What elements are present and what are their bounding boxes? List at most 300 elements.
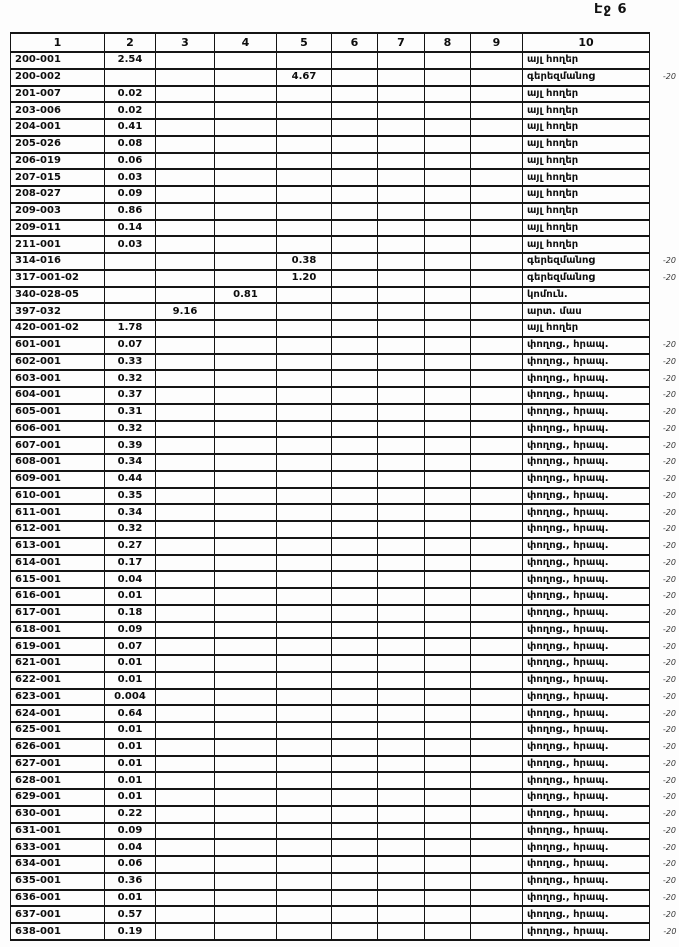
handwritten-margin-note: [650, 136, 678, 153]
cell-col2: 0.39: [105, 437, 156, 454]
cell-col7: [378, 873, 425, 890]
cell-col5: [277, 756, 332, 773]
cell-col5: [277, 789, 332, 806]
cell-col9: [471, 186, 523, 203]
cell-col3: [156, 220, 215, 237]
cell-col7: [378, 923, 425, 940]
cell-col9: [471, 253, 523, 270]
table-row: [11, 839, 678, 856]
cell-col10: փողոց., հրապ.: [523, 923, 650, 940]
table-row: [11, 504, 678, 521]
cell-col3: [156, 119, 215, 136]
cell-col3: [156, 387, 215, 404]
cell-col5: [277, 923, 332, 940]
cell-col4: [215, 119, 277, 136]
cell-col2: 0.86: [105, 203, 156, 220]
cell-col1: 635-001: [11, 873, 105, 890]
cell-col10: փողոց., հրապ.: [523, 839, 650, 856]
cell-col9: [471, 538, 523, 555]
cell-col9: [471, 437, 523, 454]
table-row: [11, 102, 678, 119]
cell-col9: [471, 521, 523, 538]
cell-col3: [156, 86, 215, 103]
cell-col5: [277, 722, 332, 739]
cell-col5: [277, 873, 332, 890]
cell-col10: փողոց., հրապ.: [523, 789, 650, 806]
cell-col7: [378, 739, 425, 756]
cell-col6: [332, 923, 378, 940]
cell-col7: [378, 153, 425, 170]
cell-col2: 0.03: [105, 169, 156, 186]
cell-col9: [471, 287, 523, 304]
cell-col8: [425, 806, 471, 823]
cell-col10: գերեզմանոց: [523, 69, 650, 86]
cell-col6: [332, 387, 378, 404]
cell-col7: [378, 270, 425, 287]
cell-col7: [378, 203, 425, 220]
cell-col1: 205-026: [11, 136, 105, 153]
cell-col10: փողոց., հրապ.: [523, 337, 650, 354]
cell-col9: [471, 102, 523, 119]
cell-col4: [215, 571, 277, 588]
handwritten-margin-note: -20: [662, 691, 676, 701]
cell-col6: [332, 806, 378, 823]
table-row: [11, 320, 678, 337]
cell-col1: 634-001: [11, 856, 105, 873]
handwritten-margin-note: -20: [662, 725, 676, 735]
cell-col3: [156, 203, 215, 220]
cell-col8: [425, 454, 471, 471]
cell-col10: փողոց., հրապ.: [523, 722, 650, 739]
cell-col7: [378, 471, 425, 488]
cell-col1: 627-001: [11, 756, 105, 773]
cell-col2: 0.34: [105, 504, 156, 521]
cell-col9: [471, 471, 523, 488]
cell-col9: [471, 320, 523, 337]
cell-col2: 0.44: [105, 471, 156, 488]
handwritten-margin-note: -20: [662, 390, 676, 400]
cell-col3: [156, 236, 215, 253]
cell-col7: [378, 287, 425, 304]
cell-col2: 0.41: [105, 119, 156, 136]
handwritten-margin-note: -20: [662, 624, 676, 634]
cell-col4: [215, 454, 277, 471]
cell-col6: [332, 521, 378, 538]
cell-col7: [378, 119, 425, 136]
cell-col5: [277, 689, 332, 706]
cell-col3: [156, 806, 215, 823]
cell-col6: [332, 169, 378, 186]
cell-col3: [156, 705, 215, 722]
cell-col5: [277, 504, 332, 521]
cell-col10: կոմուն.: [523, 287, 650, 304]
cell-col8: [425, 354, 471, 371]
cell-col10: փողոց., հրապ.: [523, 672, 650, 689]
cell-col10: փողոց., հրապ.: [523, 437, 650, 454]
cell-col5: [277, 119, 332, 136]
handwritten-margin-note: [650, 186, 678, 203]
cell-col9: [471, 337, 523, 354]
table-row: [11, 370, 678, 387]
cell-col4: [215, 789, 277, 806]
column-header-3: 3: [156, 33, 215, 52]
cell-col5: [277, 521, 332, 538]
cell-col10: այլ հողեր: [523, 136, 650, 153]
cell-col4: [215, 705, 277, 722]
cell-col9: [471, 823, 523, 840]
cell-col4: [215, 102, 277, 119]
table-row: [11, 655, 678, 672]
cell-col6: [332, 689, 378, 706]
cell-col5: [277, 890, 332, 907]
cell-col8: [425, 203, 471, 220]
cell-col1: 340-028-05: [11, 287, 105, 304]
cell-col10: այլ հողեր: [523, 186, 650, 203]
cell-col1: 201-007: [11, 86, 105, 103]
cell-col8: [425, 387, 471, 404]
cell-col6: [332, 504, 378, 521]
cell-col10: այլ հողեր: [523, 153, 650, 170]
cell-col1: 420-001-02: [11, 320, 105, 337]
cell-col10: փողոց., հրապ.: [523, 588, 650, 605]
cell-col6: [332, 136, 378, 153]
cell-col8: [425, 136, 471, 153]
cell-col2: [105, 253, 156, 270]
cell-col4: [215, 354, 277, 371]
cell-col7: [378, 789, 425, 806]
cell-col5: [277, 856, 332, 873]
table-row: [11, 789, 678, 806]
cell-col1: 616-001: [11, 588, 105, 605]
table-row: [11, 689, 678, 706]
cell-col2: 0.01: [105, 890, 156, 907]
cell-col3: [156, 923, 215, 940]
table-header-row: [11, 33, 678, 52]
cell-col6: [332, 705, 378, 722]
cell-col6: [332, 756, 378, 773]
cell-col2: 0.31: [105, 404, 156, 421]
cell-col9: [471, 756, 523, 773]
cell-col6: [332, 270, 378, 287]
cell-col6: [332, 672, 378, 689]
cell-col5: [277, 169, 332, 186]
cell-col3: [156, 756, 215, 773]
handwritten-margin-note: -20: [662, 440, 676, 450]
handwritten-margin-note: -20: [662, 524, 676, 534]
cell-col8: [425, 605, 471, 622]
cell-col1: 397-032: [11, 303, 105, 320]
cell-col1: 633-001: [11, 839, 105, 856]
cell-col2: 0.04: [105, 839, 156, 856]
cell-col8: [425, 622, 471, 639]
table-row: [11, 605, 678, 622]
table-row: [11, 856, 678, 873]
cell-col4: [215, 421, 277, 438]
cell-col10: այլ հողեր: [523, 203, 650, 220]
cell-col4: [215, 270, 277, 287]
cell-col3: [156, 370, 215, 387]
cell-col9: [471, 488, 523, 505]
handwritten-margin-note: -20: [662, 490, 676, 500]
handwritten-margin-note: [650, 303, 678, 320]
cell-col1: 601-001: [11, 337, 105, 354]
handwritten-margin-note: [650, 236, 678, 253]
cell-col6: [332, 186, 378, 203]
cell-col4: [215, 890, 277, 907]
cell-col5: [277, 823, 332, 840]
cell-col2: 0.09: [105, 622, 156, 639]
cell-col2: 0.33: [105, 354, 156, 371]
cell-col6: [332, 153, 378, 170]
cell-col9: [471, 220, 523, 237]
cell-col4: [215, 605, 277, 622]
cell-col6: [332, 873, 378, 890]
cell-col2: 0.09: [105, 186, 156, 203]
cell-col10: գերեզմանոց: [523, 270, 650, 287]
cell-col4: [215, 153, 277, 170]
cell-col8: [425, 370, 471, 387]
handwritten-margin-note: [650, 169, 678, 186]
cell-col9: [471, 655, 523, 672]
cell-col2: 0.02: [105, 102, 156, 119]
cell-col3: [156, 454, 215, 471]
cell-col4: [215, 136, 277, 153]
cell-col7: [378, 571, 425, 588]
cell-col1: 626-001: [11, 739, 105, 756]
cell-col5: [277, 303, 332, 320]
cell-col4: [215, 169, 277, 186]
cell-col8: [425, 772, 471, 789]
cell-col4: [215, 253, 277, 270]
cell-col4: [215, 923, 277, 940]
cell-col7: [378, 672, 425, 689]
cell-col8: [425, 52, 471, 69]
cell-col3: [156, 320, 215, 337]
cell-col9: [471, 571, 523, 588]
handwritten-margin-note: [650, 220, 678, 237]
cell-col3: [156, 588, 215, 605]
cell-col4: [215, 873, 277, 890]
cell-col1: 618-001: [11, 622, 105, 639]
handwritten-margin-note: [650, 153, 678, 170]
cell-col6: [332, 337, 378, 354]
cell-col6: [332, 890, 378, 907]
cell-col10: փողոց., հրապ.: [523, 605, 650, 622]
cell-col10: փողոց., հրապ.: [523, 873, 650, 890]
cell-col9: [471, 555, 523, 572]
cell-col2: 0.06: [105, 153, 156, 170]
cell-col10: փողոց., հրապ.: [523, 705, 650, 722]
cell-col5: [277, 404, 332, 421]
cell-col3: [156, 906, 215, 923]
cell-col8: [425, 437, 471, 454]
cell-col10: փողոց., հրապ.: [523, 571, 650, 588]
cell-col7: [378, 555, 425, 572]
table-row: [11, 287, 678, 304]
table-row: [11, 471, 678, 488]
cell-col7: [378, 906, 425, 923]
cell-col1: 209-003: [11, 203, 105, 220]
table-row: [11, 739, 678, 756]
handwritten-margin-note: [650, 203, 678, 220]
cell-col1: 624-001: [11, 705, 105, 722]
cell-col6: [332, 220, 378, 237]
cell-col1: 604-001: [11, 387, 105, 404]
cell-col8: [425, 253, 471, 270]
cell-col1: 612-001: [11, 521, 105, 538]
cell-col10: այլ հողեր: [523, 52, 650, 69]
cell-col4: [215, 689, 277, 706]
cell-col10: փողոց., հրապ.: [523, 454, 650, 471]
cell-col8: [425, 756, 471, 773]
table-row: [11, 672, 678, 689]
cell-col7: [378, 337, 425, 354]
cell-col2: 0.19: [105, 923, 156, 940]
cell-col4: [215, 521, 277, 538]
cell-col8: [425, 923, 471, 940]
cell-col9: [471, 169, 523, 186]
column-header-2: 2: [105, 33, 156, 52]
table-row: [11, 203, 678, 220]
cell-col10: փողոց., հրապ.: [523, 387, 650, 404]
cell-col4: [215, 488, 277, 505]
cell-col1: 636-001: [11, 890, 105, 907]
handwritten-margin-note: [650, 287, 678, 304]
cell-col3: [156, 102, 215, 119]
cell-col2: 0.01: [105, 722, 156, 739]
cell-col10: փողոց., հրապ.: [523, 521, 650, 538]
table-row: [11, 270, 678, 287]
table-row: [11, 253, 678, 270]
cell-col9: [471, 873, 523, 890]
handwritten-margin-note: [650, 320, 678, 337]
cell-col7: [378, 52, 425, 69]
handwritten-margin-note: -20: [662, 909, 676, 919]
table-row: [11, 890, 678, 907]
cell-col10: փողոց., հրապ.: [523, 823, 650, 840]
handwritten-margin-note: -20: [662, 658, 676, 668]
table-row: [11, 923, 678, 940]
cell-col7: [378, 102, 425, 119]
cell-col2: 0.17: [105, 555, 156, 572]
cell-col9: [471, 739, 523, 756]
cell-col8: [425, 873, 471, 890]
cell-col9: [471, 119, 523, 136]
cell-col1: 606-001: [11, 421, 105, 438]
cell-col2: 0.06: [105, 856, 156, 873]
cell-col10: փողոց., հրապ.: [523, 488, 650, 505]
cell-col2: 0.35: [105, 488, 156, 505]
handwritten-margin-note: -20: [662, 859, 676, 869]
cell-col7: [378, 303, 425, 320]
cell-col7: [378, 320, 425, 337]
cell-col7: [378, 856, 425, 873]
handwritten-margin-note: -20: [662, 608, 676, 618]
cell-col4: [215, 756, 277, 773]
cell-col7: [378, 421, 425, 438]
cell-col2: 2.54: [105, 52, 156, 69]
table-row: [11, 136, 678, 153]
cell-col10: փողոց., հրապ.: [523, 689, 650, 706]
table-row: [11, 337, 678, 354]
cell-col1: 208-027: [11, 186, 105, 203]
cell-col10: փողոց., հրապ.: [523, 421, 650, 438]
handwritten-margin-note: -20: [662, 641, 676, 651]
cell-col3: [156, 404, 215, 421]
cell-col8: [425, 906, 471, 923]
handwritten-margin-note: -20: [662, 557, 676, 567]
cell-col7: [378, 638, 425, 655]
cell-col9: [471, 672, 523, 689]
cell-col2: [105, 303, 156, 320]
cell-col2: 0.37: [105, 387, 156, 404]
land-parcel-table-grid: [10, 32, 678, 941]
cell-col5: [277, 220, 332, 237]
cell-col6: [332, 488, 378, 505]
cell-col8: [425, 588, 471, 605]
cell-col8: [425, 236, 471, 253]
cell-col3: [156, 153, 215, 170]
cell-col3: [156, 890, 215, 907]
cell-col7: [378, 387, 425, 404]
cell-col2: 0.01: [105, 588, 156, 605]
cell-col4: [215, 203, 277, 220]
cell-col4: [215, 823, 277, 840]
cell-col10: փողոց., հրապ.: [523, 739, 650, 756]
cell-col3: [156, 722, 215, 739]
cell-col4: [215, 320, 277, 337]
cell-col7: [378, 705, 425, 722]
cell-col9: [471, 923, 523, 940]
cell-col6: [332, 421, 378, 438]
handwritten-margin-note: -20: [662, 675, 676, 685]
cell-col10: փողոց., հրապ.: [523, 806, 650, 823]
cell-col7: [378, 504, 425, 521]
cell-col3: [156, 488, 215, 505]
table-row: [11, 437, 678, 454]
cell-col7: [378, 253, 425, 270]
cell-col4: [215, 471, 277, 488]
cell-col10: փողոց., հրապ.: [523, 471, 650, 488]
cell-col9: [471, 387, 523, 404]
handwritten-margin-note: -20: [662, 758, 676, 768]
table-row: [11, 622, 678, 639]
cell-col10: փողոց., հրապ.: [523, 370, 650, 387]
cell-col9: [471, 86, 523, 103]
cell-col1: 611-001: [11, 504, 105, 521]
cell-col5: [277, 86, 332, 103]
cell-col4: [215, 303, 277, 320]
cell-col7: [378, 488, 425, 505]
cell-col2: 0.09: [105, 823, 156, 840]
cell-col7: [378, 186, 425, 203]
table-row: [11, 538, 678, 555]
cell-col5: [277, 638, 332, 655]
cell-col4: [215, 856, 277, 873]
cell-col7: [378, 220, 425, 237]
cell-col7: [378, 655, 425, 672]
cell-col9: [471, 136, 523, 153]
table-row: [11, 236, 678, 253]
cell-col6: [332, 370, 378, 387]
cell-col6: [332, 320, 378, 337]
cell-col8: [425, 169, 471, 186]
cell-col5: [277, 571, 332, 588]
cell-col5: [277, 555, 332, 572]
cell-col4: [215, 739, 277, 756]
cell-col8: [425, 890, 471, 907]
handwritten-margin-note: -20: [662, 256, 676, 266]
